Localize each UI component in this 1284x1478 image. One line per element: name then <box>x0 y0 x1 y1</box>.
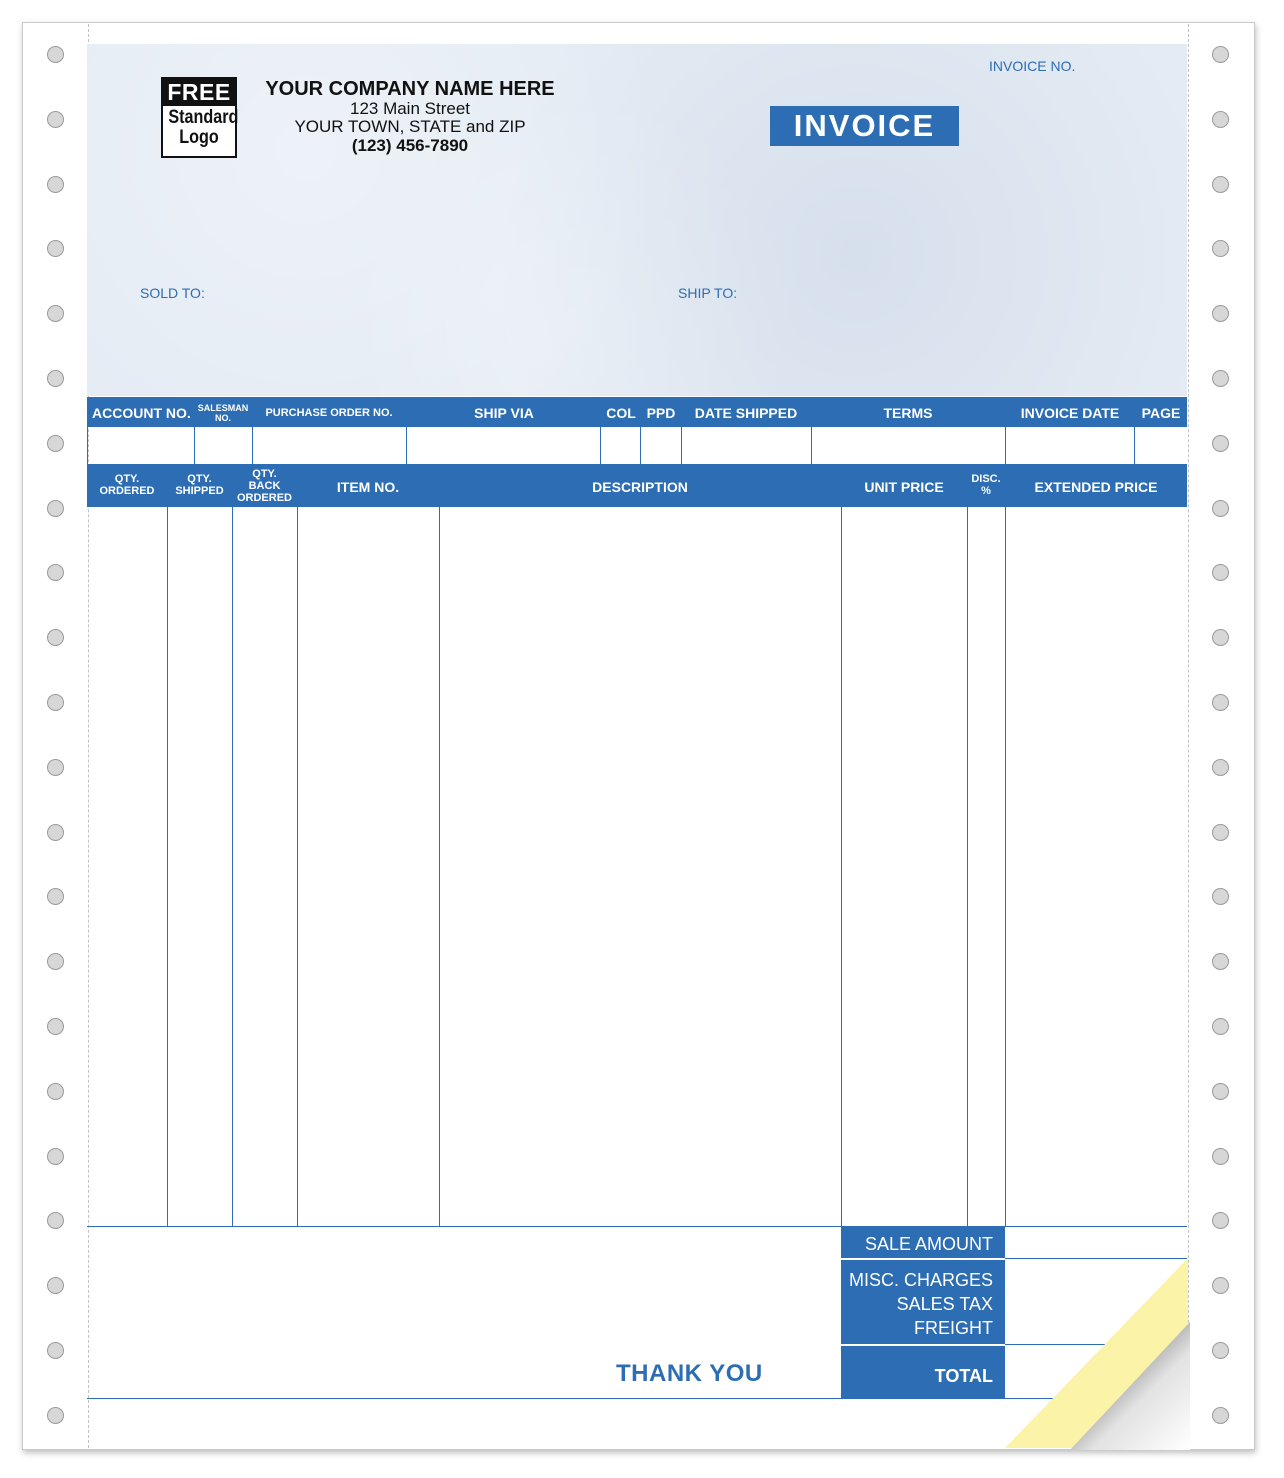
qty-shipped-line1: QTY. <box>187 473 212 485</box>
feed-hole <box>47 111 64 128</box>
sales-tax-label: SALES TAX <box>896 1294 993 1314</box>
info-row-divider <box>194 427 195 464</box>
salesman-no-header <box>194 403 252 423</box>
date-shipped-header: DATE SHIPPED <box>694 405 798 421</box>
salesman-line1: SALESMAN <box>197 403 249 413</box>
col-header: COL <box>606 405 636 421</box>
qty-shipped-line2: SHIPPED <box>175 485 224 497</box>
feed-hole <box>1212 759 1229 776</box>
company-block <box>250 78 570 155</box>
feed-hole <box>47 500 64 517</box>
feed-hole <box>47 1148 64 1165</box>
qty-ordered-line1: QTY. <box>114 473 140 485</box>
info-row-divider <box>1134 427 1135 464</box>
freight-label: FREIGHT <box>914 1318 993 1338</box>
feed-hole <box>1212 370 1229 387</box>
company-street: 123 Main Street <box>349 99 470 118</box>
info-row-divider <box>640 427 641 464</box>
item-column-divider <box>167 507 168 1226</box>
company-city: YOUR TOWN, STATE and ZIP <box>294 117 526 136</box>
info-row-divider <box>681 427 682 464</box>
charges-box <box>841 1260 1005 1344</box>
misc-charges-label: MISC. CHARGES <box>848 1270 993 1290</box>
feed-hole <box>1212 1148 1229 1165</box>
extended-price-header: EXTENDED PRICE <box>1034 479 1158 495</box>
description-header: DESCRIPTION <box>592 479 688 495</box>
item-column-divider <box>967 507 968 1226</box>
total-label: TOTAL <box>934 1366 993 1386</box>
total-box <box>841 1346 1005 1398</box>
footer-rule <box>87 1398 1187 1399</box>
item-column-divider <box>439 507 440 1226</box>
info-header-bar <box>87 397 1187 427</box>
ship-to-label: SHIP TO: <box>678 285 738 301</box>
feed-hole <box>1212 435 1229 452</box>
info-row-divider <box>406 427 407 464</box>
account-no-header: ACCOUNT NO. <box>92 405 191 421</box>
item-column-divider <box>232 507 233 1226</box>
feed-hole <box>47 176 64 193</box>
info-row-divider <box>252 427 253 464</box>
info-row-divider <box>811 427 812 464</box>
feed-hole <box>1212 1407 1229 1424</box>
invoice-number-label: INVOICE NO. <box>989 58 1076 74</box>
logo-line1: Standard <box>168 107 239 128</box>
ppd-header: PPD <box>646 405 676 421</box>
feed-hole <box>47 46 64 63</box>
terms-header: TERMS <box>883 405 933 421</box>
item-header-bar <box>87 464 1187 507</box>
info-row-divider <box>87 427 88 464</box>
info-row-divider <box>600 427 601 464</box>
ship-via-header: SHIP VIA <box>474 405 534 421</box>
sale-amount-box <box>841 1227 1005 1258</box>
qty-back-line1: QTY. <box>252 468 277 480</box>
qty-ordered-header <box>87 473 167 497</box>
qty-ordered-line2: ORDERED <box>99 485 155 497</box>
logo-free-text: FREE <box>163 79 235 106</box>
sold-to-label: SOLD TO: <box>140 285 205 301</box>
item-column-divider <box>841 507 842 1226</box>
item-no-header: ITEM NO. <box>336 479 400 495</box>
items-bottom-rule <box>87 1226 1187 1227</box>
qty-back-ordered-header <box>232 468 297 504</box>
feed-hole <box>1212 1342 1229 1359</box>
item-column-divider <box>297 507 298 1226</box>
sale-amount-rule <box>1005 1258 1187 1259</box>
feed-hole <box>47 759 64 776</box>
feed-hole <box>47 824 64 841</box>
feed-hole <box>1212 824 1229 841</box>
feed-hole <box>47 1083 64 1100</box>
standard-logo <box>161 77 237 158</box>
feed-hole <box>1212 694 1229 711</box>
invoice-title: INVOICE <box>770 106 959 146</box>
item-column-divider <box>1005 507 1006 1226</box>
feed-hole <box>47 1407 64 1424</box>
disc-header <box>967 473 1005 497</box>
company-phone: (123) 456-7890 <box>351 136 469 155</box>
logo-line2: Logo <box>179 127 219 148</box>
feed-hole <box>1212 500 1229 517</box>
invoice-date-header: INVOICE DATE <box>1020 405 1120 421</box>
feed-hole <box>47 1018 64 1035</box>
thank-you-text: THANK YOU <box>616 1360 763 1387</box>
company-name: YOUR COMPANY NAME HERE <box>265 78 555 100</box>
feed-hole <box>47 1342 64 1359</box>
qty-back-line2: BACK <box>248 480 281 492</box>
feed-hole <box>1212 111 1229 128</box>
feed-hole <box>1212 1018 1229 1035</box>
qty-back-line3: ORDERED <box>236 492 292 504</box>
purchase-order-header: PURCHASE ORDER NO. <box>265 407 393 419</box>
feed-hole <box>1212 176 1229 193</box>
disc-line2: % <box>981 485 991 497</box>
feed-hole <box>47 435 64 452</box>
feed-hole <box>1212 46 1229 63</box>
unit-price-header: UNIT PRICE <box>864 479 944 495</box>
feed-hole <box>47 370 64 387</box>
salesman-line2: NO. <box>214 413 231 423</box>
right-perforation <box>1188 24 1189 1448</box>
sale-amount-label: SALE AMOUNT <box>864 1234 993 1254</box>
disc-line1: DISC. <box>971 473 1001 485</box>
qty-shipped-header <box>167 473 232 497</box>
feed-hole <box>1212 1083 1229 1100</box>
page-header: PAGE <box>1141 405 1181 421</box>
feed-hole <box>47 694 64 711</box>
info-row-divider <box>1005 427 1006 464</box>
